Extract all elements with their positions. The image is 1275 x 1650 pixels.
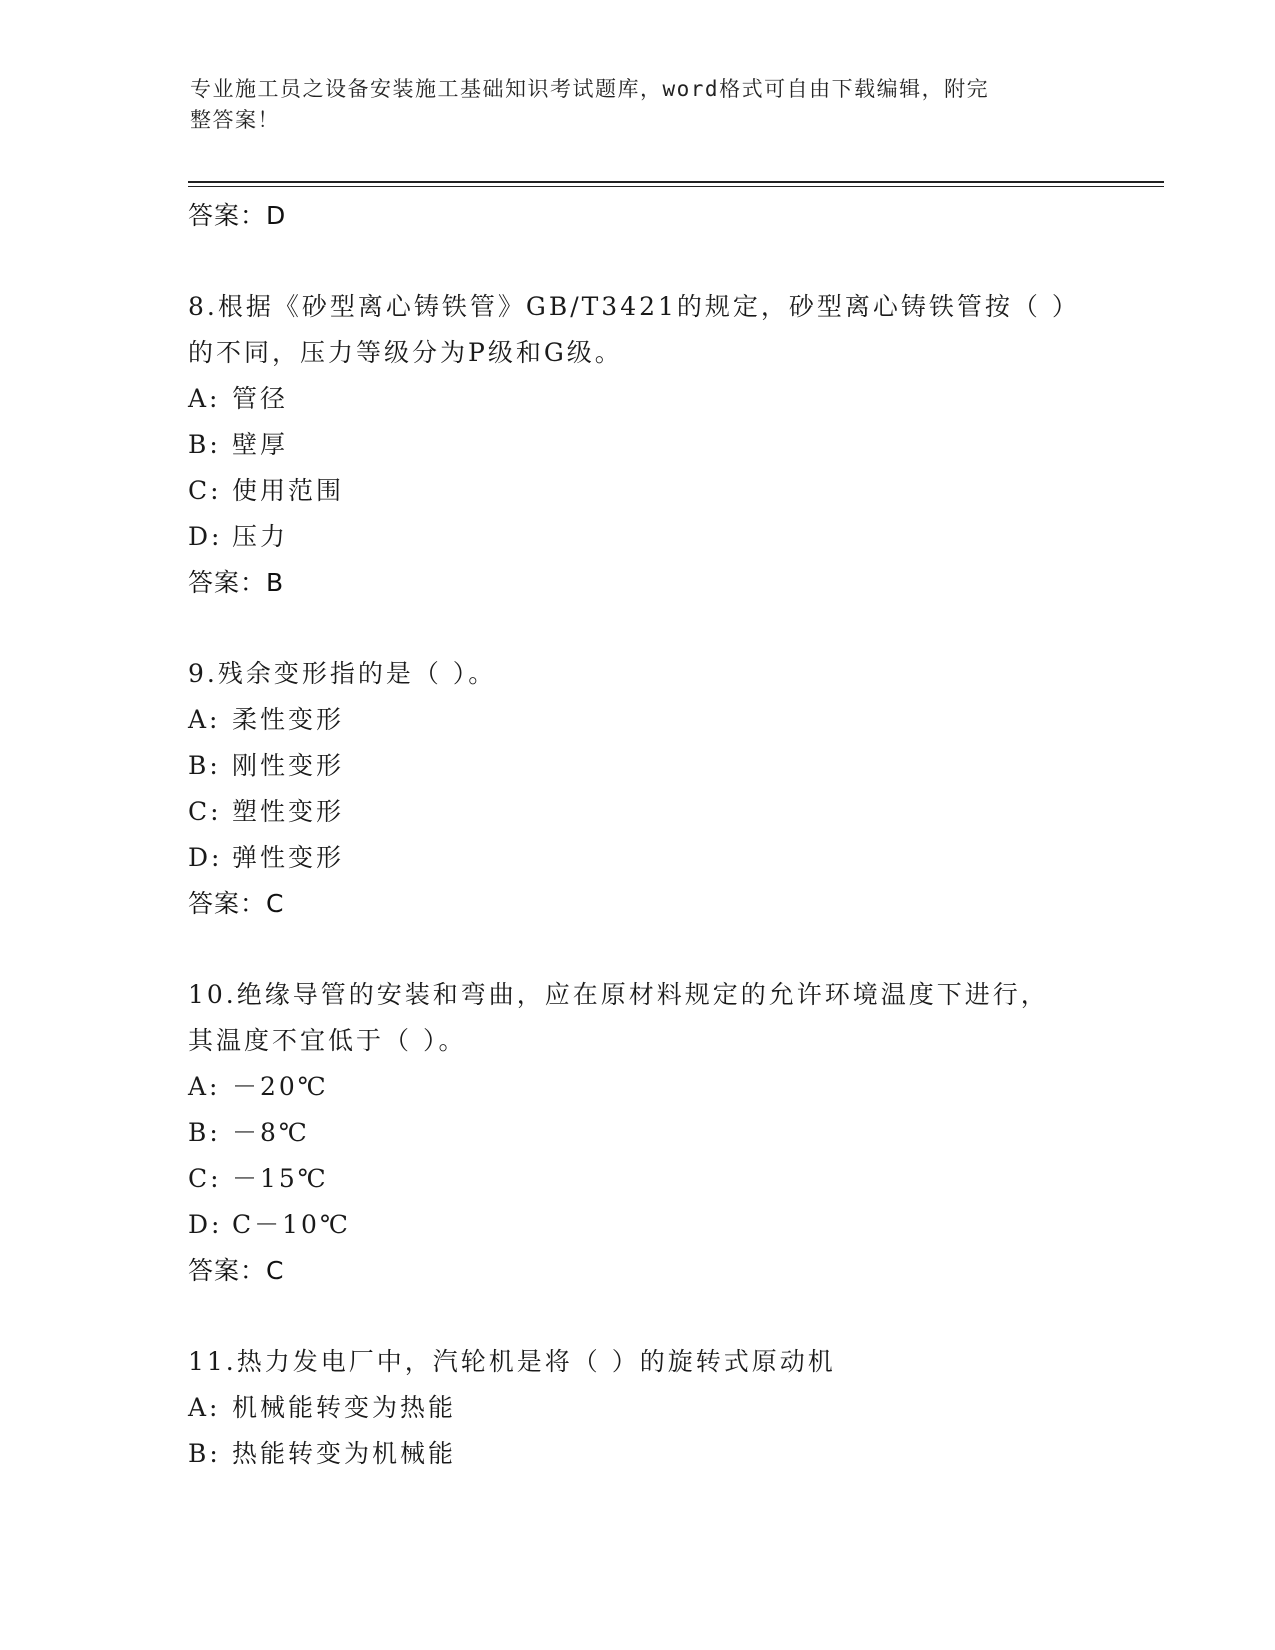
option-b xyxy=(188,1431,1088,1477)
option-text: －15℃ xyxy=(232,1164,329,1193)
option-letter: B: xyxy=(188,1118,221,1147)
option-text: 塑性变形 xyxy=(232,797,345,826)
option-a xyxy=(188,697,1088,743)
answer-line: 答案：C xyxy=(188,1256,285,1285)
question-10 xyxy=(188,972,1088,1294)
option-text: 柔性变形 xyxy=(232,705,345,734)
spacer xyxy=(188,606,1088,651)
document-header xyxy=(190,74,1080,136)
spacer xyxy=(188,239,1088,284)
option-letter: A: xyxy=(188,384,221,413)
option-c xyxy=(188,468,1088,514)
option-letter: B: xyxy=(188,751,221,780)
question-list xyxy=(188,193,1088,1477)
option-b xyxy=(188,743,1088,789)
question-text-line: 其温度不宜低于（ ）。 xyxy=(188,1026,467,1055)
option-a xyxy=(188,1064,1088,1110)
option-b xyxy=(188,1110,1088,1156)
question-text-line: 8.根据《砂型离心铸铁管》GB/T3421的规定，砂型离心铸铁管按（ ） xyxy=(188,292,1080,321)
option-c xyxy=(188,1156,1088,1202)
previous-answer: 答案：D xyxy=(188,201,287,230)
option-letter: A: xyxy=(188,1393,221,1422)
spacer xyxy=(188,927,1088,972)
option-letter: C: xyxy=(188,1164,222,1193)
option-letter: B: xyxy=(188,1439,221,1468)
option-b xyxy=(188,422,1088,468)
option-c xyxy=(188,789,1088,835)
option-text: 热能转变为机械能 xyxy=(232,1439,457,1468)
option-letter: A: xyxy=(188,705,221,734)
option-text: －8℃ xyxy=(232,1118,310,1147)
answer-line: 答案：C xyxy=(188,889,285,918)
option-text: 机械能转变为热能 xyxy=(232,1393,457,1422)
question-11 xyxy=(188,1339,1088,1477)
option-letter: C: xyxy=(188,476,222,505)
option-letter: C: xyxy=(188,797,222,826)
option-letter: D: xyxy=(188,1210,223,1239)
option-a xyxy=(188,1385,1088,1431)
option-text: －20℃ xyxy=(232,1072,329,1101)
option-letter: B: xyxy=(188,430,221,459)
option-text: C－10℃ xyxy=(232,1210,351,1239)
option-letter: D: xyxy=(188,522,223,551)
option-a xyxy=(188,376,1088,422)
option-text: 压力 xyxy=(232,522,289,551)
option-text: 使用范围 xyxy=(232,476,345,505)
option-letter: A: xyxy=(188,1072,221,1101)
question-8 xyxy=(188,284,1088,606)
header-divider-thick xyxy=(188,181,1164,183)
option-text: 弹性变形 xyxy=(232,843,345,872)
question-text-line: 10.绝缘导管的安装和弯曲，应在原材料规定的允许环境温度下进行， xyxy=(188,980,1049,1009)
option-d xyxy=(188,835,1088,881)
header-title-line-2: 整答案！ xyxy=(190,108,280,132)
question-9 xyxy=(188,651,1088,927)
option-text: 管径 xyxy=(232,384,289,413)
option-d xyxy=(188,514,1088,560)
option-letter: D: xyxy=(188,843,223,872)
option-d xyxy=(188,1202,1088,1248)
header-title-line-1: 专业施工员之设备安装施工基础知识考试题库，word格式可自由下载编辑，附完 xyxy=(190,77,990,101)
question-text-line: 9.残余变形指的是（ ）。 xyxy=(188,659,497,688)
question-text-line: 11.热力发电厂中，汽轮机是将（ ）的旋转式原动机 xyxy=(188,1347,836,1376)
option-text: 刚性变形 xyxy=(232,751,345,780)
spacer xyxy=(188,1294,1088,1339)
header-divider-thin xyxy=(188,186,1164,187)
question-text-line: 的不同，压力等级分为P级和G级。 xyxy=(188,338,623,367)
answer-line: 答案：B xyxy=(188,568,285,597)
option-text: 壁厚 xyxy=(232,430,289,459)
